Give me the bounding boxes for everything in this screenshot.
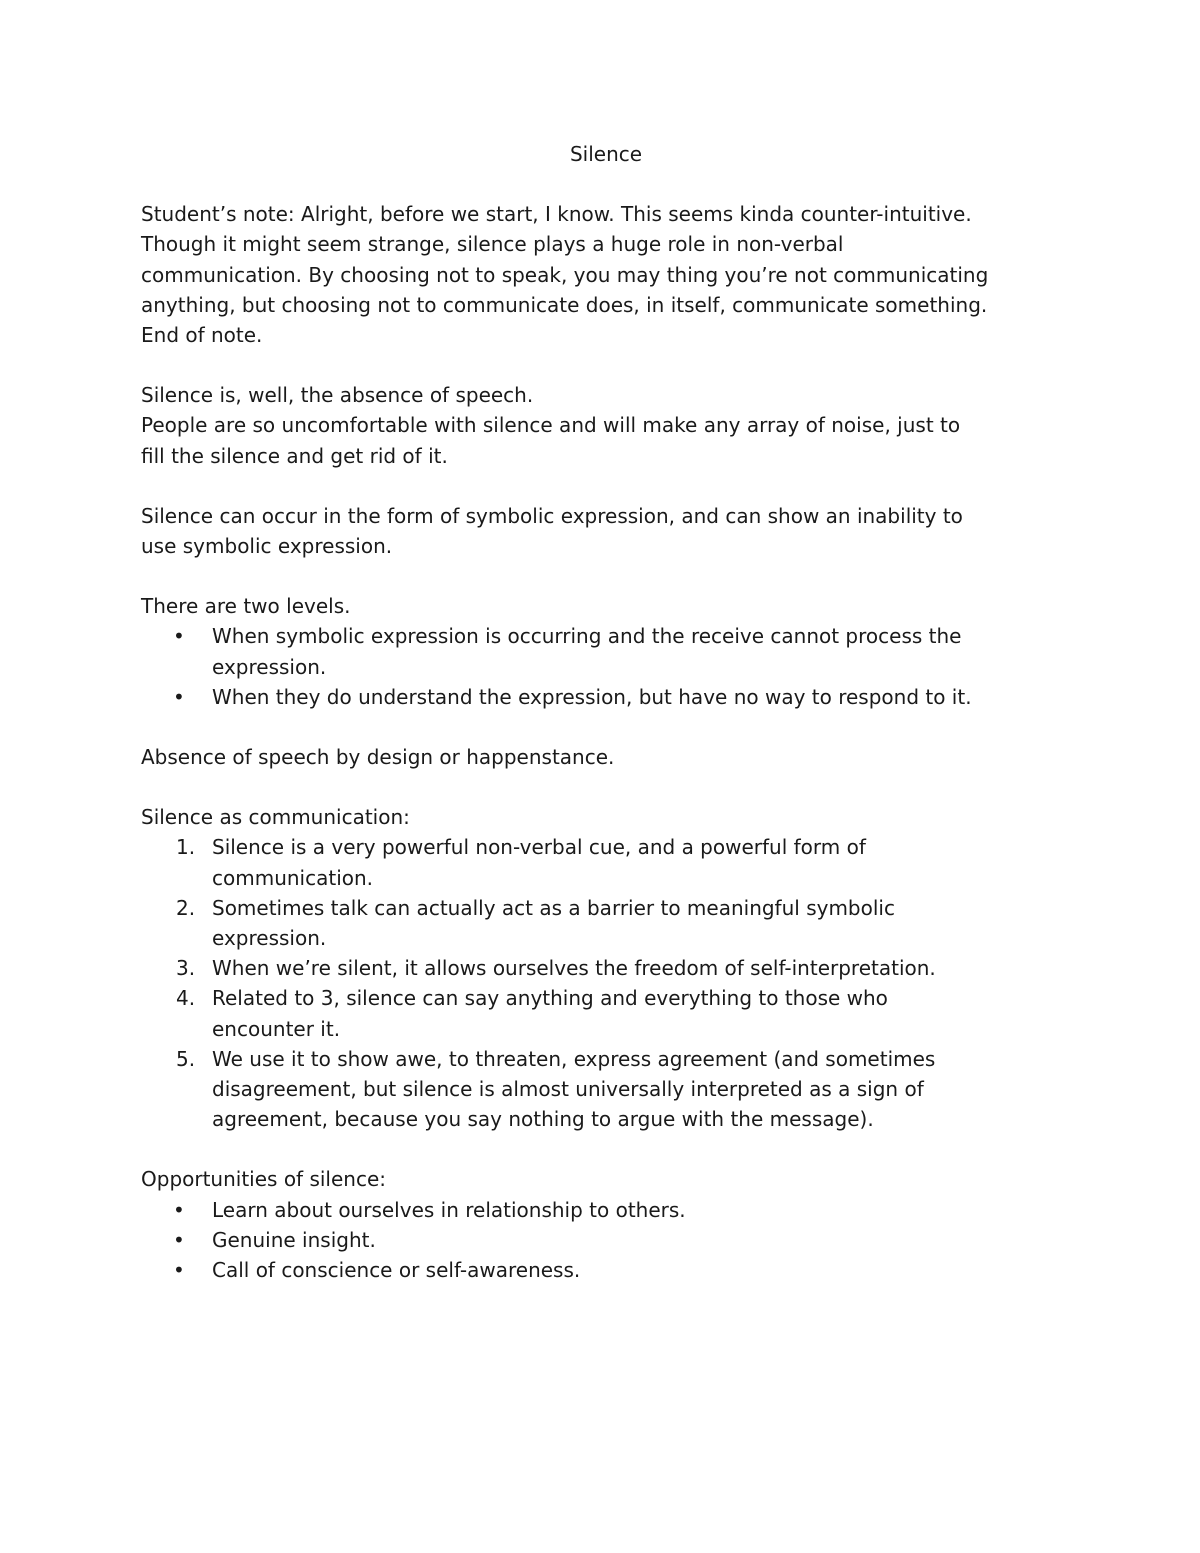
list-item-line: Genuine insight. xyxy=(212,1227,376,1252)
bullet-marker: • xyxy=(173,1227,185,1252)
list-item-line: When we’re silent, it allows ourselves the freedom of self-interpretation. xyxy=(212,956,936,981)
design-line: Absence of speech by design or happenstance. xyxy=(141,745,615,770)
list-item-line: We use it to show awe, to threaten, express agreement (and sometimes xyxy=(212,1046,936,1071)
list-item-line: Sometimes talk can actually act as a barrier to meaningful symbolic xyxy=(212,895,895,920)
number-marker: 3. xyxy=(176,956,196,981)
list-item xyxy=(141,832,1071,892)
list-item-line: Call of conscience or self-awareness. xyxy=(212,1258,581,1283)
list-item-line: When they do understand the expression, but have no way to respond to it. xyxy=(212,684,972,709)
list-item xyxy=(141,1255,1071,1285)
absence-line: Silence is, well, the absence of speech. xyxy=(141,383,534,408)
symbolic-paragraph xyxy=(141,501,1071,561)
bullet-marker: • xyxy=(173,684,185,709)
list-item-line: Silence is a very powerful non-verbal cue, and a powerful form of xyxy=(212,835,866,860)
bullet-marker: • xyxy=(173,1258,185,1283)
list-item xyxy=(141,983,1071,1043)
list-item xyxy=(141,893,1071,953)
document-title: Silence xyxy=(569,142,643,166)
list-item-line: Learn about ourselves in relationship to others. xyxy=(212,1197,686,1222)
symbolic-line: Silence can occur in the form of symbolic expression, and can show an inability to xyxy=(141,503,963,528)
symbolic-line: use symbolic expression. xyxy=(141,534,393,559)
list-item-line: agreement, because you say nothing to argue with the message). xyxy=(212,1107,874,1132)
list-item xyxy=(141,1044,1071,1135)
levels-heading: There are two levels. xyxy=(141,594,351,619)
list-item xyxy=(141,953,1071,983)
bullet-marker: • xyxy=(173,624,185,649)
uncomfortable-line: fill the silence and get rid of it. xyxy=(141,443,448,468)
number-marker: 2. xyxy=(176,895,196,920)
list-item-line: expression. xyxy=(212,654,327,679)
list-item-line: disagreement, but silence is almost universally interpreted as a sign of xyxy=(212,1077,924,1102)
intro-line: anything, but choosing not to communicate does, in itself, communicate something. xyxy=(141,292,988,317)
list-item-line: encounter it. xyxy=(212,1016,341,1041)
list-item-line: When symbolic expression is occurring and the receive cannot process the xyxy=(212,624,962,649)
intro-paragraph xyxy=(141,199,1071,350)
document-page xyxy=(141,139,1071,1285)
intro-line: End of note. xyxy=(141,323,263,348)
communication-list xyxy=(141,832,1071,1134)
intro-line: communication. By choosing not to speak, you may thing you’re not communicating xyxy=(141,262,989,287)
levels-list xyxy=(141,621,1071,712)
list-item xyxy=(141,1195,1071,1225)
number-marker: 4. xyxy=(176,986,196,1011)
list-item-line: communication. xyxy=(212,865,374,890)
communication-heading: Silence as communication: xyxy=(141,805,410,830)
number-marker: 1. xyxy=(176,835,196,860)
intro-line: Student’s note: Alright, before we start, I know. This seems kinda counter-intuitive. xyxy=(141,202,972,227)
number-marker: 5. xyxy=(176,1046,196,1071)
list-item-line: expression. xyxy=(212,926,327,951)
uncomfortable-line: People are so uncomfortable with silence and will make any array of noise, just to xyxy=(141,413,961,438)
list-item-line: Related to 3, silence can say anything and everything to those who xyxy=(212,986,888,1011)
opportunities-heading: Opportunities of silence: xyxy=(141,1167,387,1192)
list-item xyxy=(141,1225,1071,1255)
bullet-marker: • xyxy=(173,1197,185,1222)
list-item xyxy=(141,682,1071,712)
opportunities-list xyxy=(141,1195,1071,1286)
intro-line: Though it might seem strange, silence plays a huge role in non-verbal xyxy=(141,232,844,257)
list-item xyxy=(141,621,1071,681)
definition-paragraph xyxy=(141,380,1071,471)
